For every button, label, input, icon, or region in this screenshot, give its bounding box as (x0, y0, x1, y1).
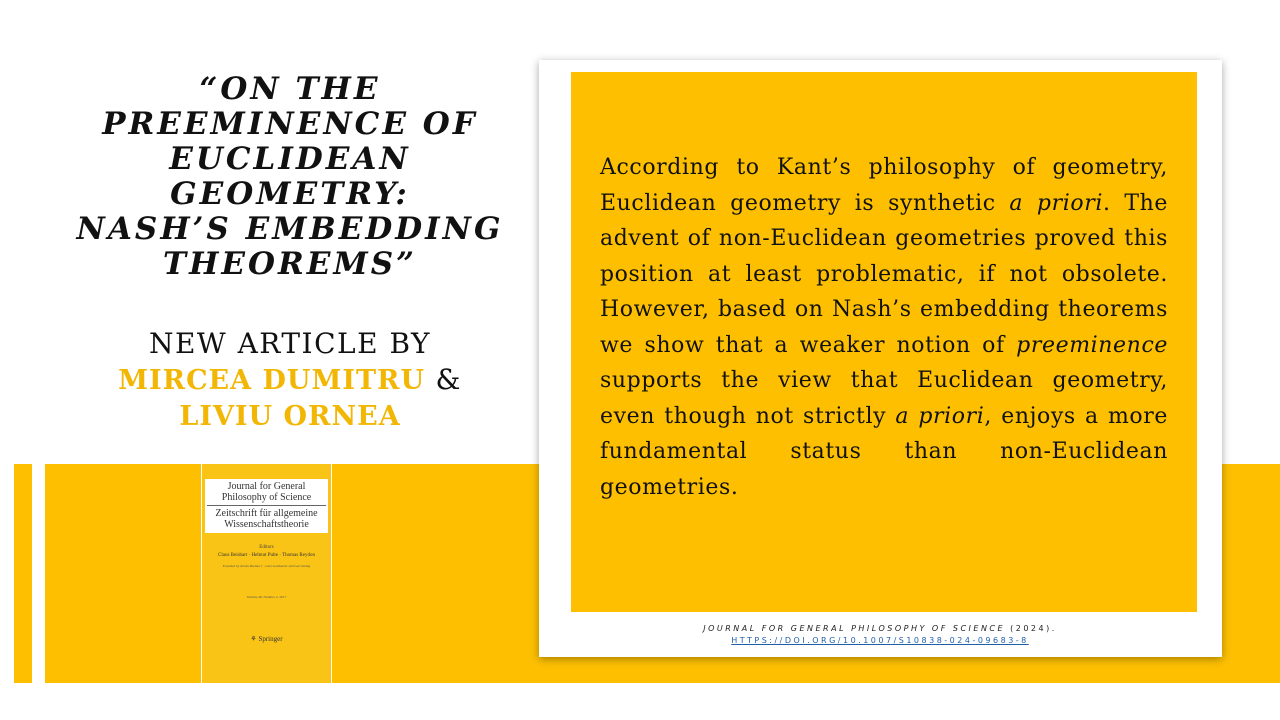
author-conjunction: & (435, 363, 462, 396)
title-line: PREEMINENCE OF (102, 106, 478, 142)
cover-founders: Founded by Alwin Diemer † , Lutz Geldsetzer and Gert König (222, 564, 311, 568)
cover-header (205, 479, 328, 533)
author-name: MIRCEA DUMITRU (118, 365, 426, 396)
title-line: THEOREMS” (163, 246, 417, 282)
author-name: LIVIU ORNEA (179, 401, 401, 432)
cover-divider (207, 505, 326, 506)
abstract-emphasis: preeminence (1016, 332, 1168, 358)
byline (60, 326, 520, 435)
title-line: NASH’S EMBEDDING (76, 211, 504, 247)
abstract-emphasis: a priori (895, 403, 985, 429)
article-title (60, 72, 520, 282)
citation-journal: JOURNAL FOR GENERAL PHILOSOPHY OF SCIENCE (703, 624, 1006, 633)
cover-journal-title-en: Journal for General Philosophy of Science (221, 481, 312, 503)
abstract-segment: supports the view that Euclidean geometry, even though not strictly (600, 368, 1168, 429)
decorative-band-left (14, 464, 32, 683)
byline-prefix: NEW ARTICLE BY (148, 327, 432, 360)
title-line: “ON THE (199, 71, 381, 107)
title-line: GEOMETRY: (170, 176, 410, 212)
cover-volume: Volume 48, Number 2, 2017 (246, 595, 287, 599)
cover-publisher-name: Springer (258, 635, 283, 643)
springer-logo: ⚘ Springer (250, 635, 283, 643)
abstract-emphasis: a priori (1009, 190, 1103, 216)
title-line: EUCLIDEAN (169, 141, 411, 177)
byline-authors-row (60, 362, 520, 399)
abstract-segment: . The advent of non-Euclidean geometries proved this position at least problematic, if not obsolete. However, based on Nash’s embedding theorems we show that a weaker notion of (600, 190, 1169, 358)
cover-editors: Claus Beisbart · Helmut Pulte · Thomas Reydon (218, 553, 315, 558)
cover-journal-title-de: Zeitschrift für allgemeine Wissenschaftstheorie (215, 508, 318, 530)
abstract-segment: , enjoys a more fundamental status than non-Euclidean geometries. (600, 403, 1168, 500)
abstract-segment: According to Kant’s philosophy of geometry, Euclidean geometry is synthetic (600, 155, 1168, 216)
citation (571, 623, 1189, 647)
cover-editors-label: Editors (259, 545, 274, 550)
citation-source (571, 623, 1189, 635)
citation-year: (2024). (1005, 624, 1057, 633)
journal-cover-image (201, 464, 332, 683)
doi-link[interactable]: HTTPS://DOI.ORG/10.1007/S10838-024-09683-8 (731, 636, 1029, 645)
abstract-text (600, 150, 1168, 505)
